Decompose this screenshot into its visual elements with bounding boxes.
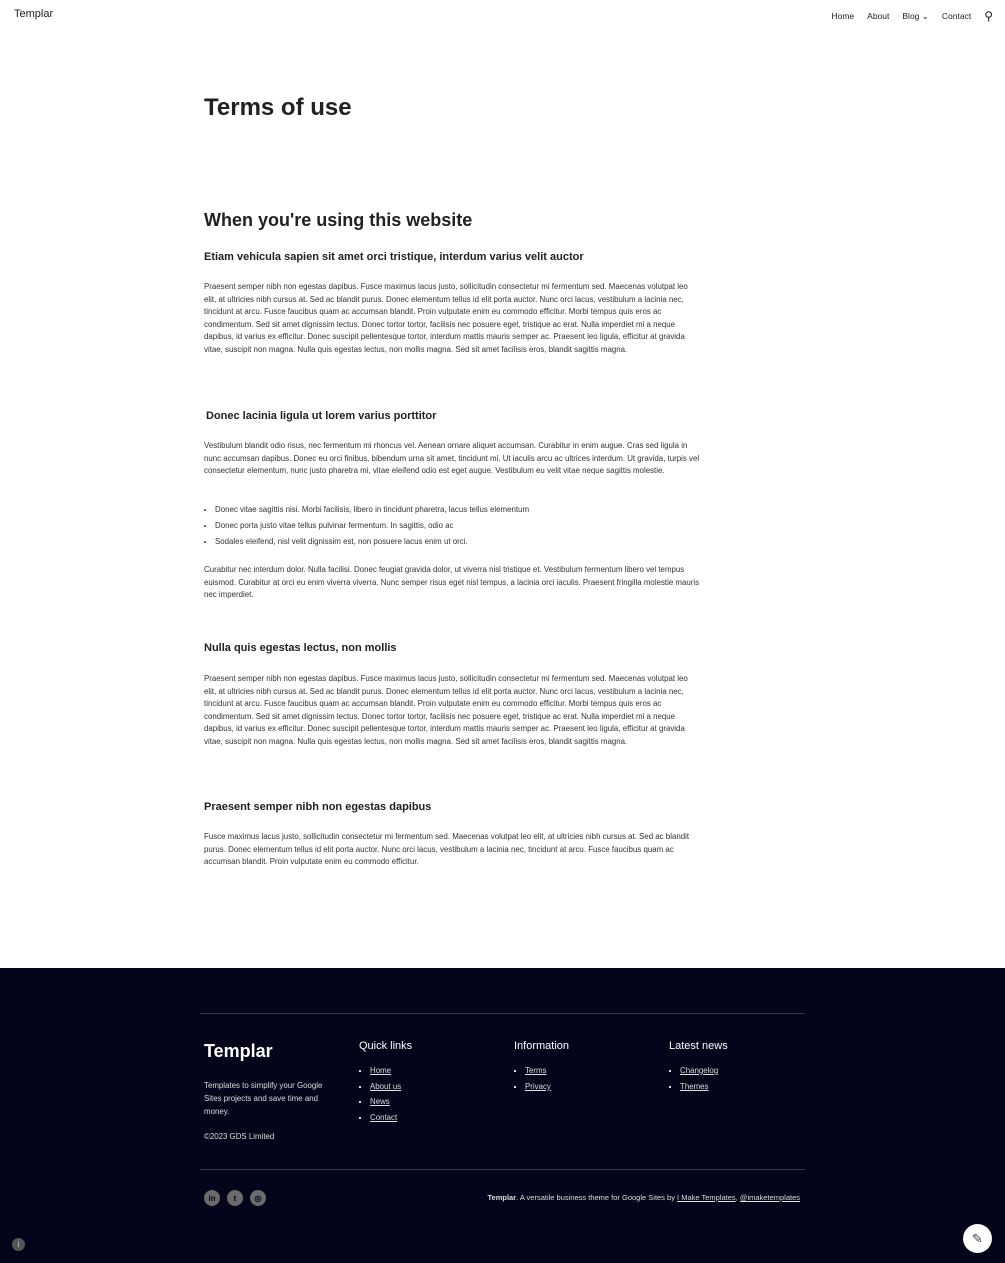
footer-link-home[interactable]: Home: [370, 1066, 392, 1075]
credit-line: [488, 1193, 801, 1202]
section-heading: Nulla quis egestas lectus, non mollis: [204, 642, 397, 654]
nav-about[interactable]: About: [867, 11, 890, 21]
footer-link-news[interactable]: News: [370, 1097, 390, 1107]
paragraph: Praesent semper nibh non egestas dapibus. Fusce maximus lacus justo, sollicitudin consectetur mi fermentum sed. Maecenas volutpat leo elit, at ultricies nibh cursus at. Sed ac blandit purus. Donec elementum tellus id elit porta auctor. Nunc orci lacus, vestibulum a lacinia nec, tincidunt at arcu. Fusce faucibus quam ac accumsan blandit. Proin vulputate enim eu commodo efficitur. Morbi tempus quis eros ac condimentum. Sed sit amet dignissim lectus. Donec tortor tortor, facilisis nec posuere eget, tristique ac erat. Nulla imperdiet mi a neque dapibus, id varius ex efficitur. Donec suscipit pellentesque tortor, interdum mattis mauris semper ac. Praesent leo ligula, efficitur at gravida vitae, suscipit non magna. Nulla quis egestas lectus, non mollis magna. Sed sit amet facilisis eros, blandit sagittis magna.: [204, 674, 688, 746]
copyright: ©2023 GDS Limited: [204, 1132, 275, 1141]
list-item: • Donec porta justo vitae tellus pulvinar fermentum. In sagittis, odio ac: [215, 521, 529, 537]
footer-link-contact[interactable]: Contact: [370, 1113, 398, 1123]
section-heading: Praesent semper nibh non egestas dapibus: [204, 801, 432, 813]
chevron-down-icon: ⌄: [921, 10, 929, 21]
nav-blog[interactable]: [902, 11, 929, 22]
edit-pencil-icon[interactable]: ✎: [963, 1224, 992, 1253]
latest-news-title: Latest news: [669, 1040, 728, 1052]
paragraph: Vestibulum blandit odio risus, nec fermentum mi rhoncus vel. Aenean ornare aliquet accumsan. Curabitur in enim augue. Cras sed ligula in nunc accumsan dapibus. Donec eu orci finibus, bibendum urna sit amet, tincidunt mi. Ut iaculis arcu ac ultrices interdum. Ut gravida, turpis vel consectetur elementum, nunc justo pharetra mi, vitae eleifend odio est eget augue. Vestibulum eu velit vitae neque sagittis molestie.: [204, 441, 700, 476]
linkedin-icon[interactable]: in: [204, 1190, 220, 1206]
footer-link-themes[interactable]: Themes: [680, 1081, 709, 1091]
latest-news: [669, 1040, 728, 1097]
paragraph: Curabitur nec interdum dolor. Nulla facilisi. Donec feugiat gravida dolor, ut viverra nisl tristique et. Vestibulum fermentum libero vel tempus euismod. Curabitur at orci eu enim viverra viverra. Nunc semper risus eget nisl tempus, a lacinia orci iaculis. Praesent fringilla molestie mauris nec imperdiet.: [204, 565, 700, 600]
info-icon[interactable]: i: [12, 1238, 25, 1251]
footer-link-privacy[interactable]: Privacy: [525, 1081, 551, 1091]
list-item: • Sodales eleifend, nisl velit dignissim est, non posuere lacus enim ut orci.: [215, 537, 529, 553]
footer-link-about[interactable]: About us: [370, 1081, 402, 1091]
paragraph: Fusce maximus lacus justo, sollicitudin consectetur mi fermentum sed. Maecenas volutpat leo elit, at ultricies nibh cursus at. Sed ac blandit purus. Donec elementum tellus id elit porta auctor. Nunc orci lacus, vestibulum a lacinia nec, tincidunt at arcu. Fusce faucibus quam ac accumsan blandit. Proin vulputate enim eu commodo efficitur.: [204, 832, 690, 867]
bullet-list: [215, 505, 529, 553]
credit-link-handle[interactable]: @imaketemplates: [739, 1193, 800, 1202]
nav-blog-label: Blog: [902, 10, 920, 21]
credit-separator: ,: [735, 1193, 740, 1202]
divider: [200, 1013, 805, 1014]
credit-brand: Templar: [487, 1193, 517, 1202]
paragraph: Praesent semper nibh non egestas dapibus. Fusce maximus lacus justo, sollicitudin consectetur mi fermentum sed. Maecenas volutpat leo elit, at ultricies nibh cursus at. Sed ac blandit purus. Donec elementum tellus id elit porta auctor. Nunc orci lacus, vestibulum a lacinia nec, tincidunt at arcu. Fusce faucibus quam ac accumsan blandit. Proin vulputate enim eu commodo efficitur. Morbi tempus quis eros ac condimentum. Sed sit amet dignissim lectus. Donec tortor tortor, facilisis nec posuere eget, tristique ac erat. Nulla imperdiet mi a neque dapibus, id varius ex efficitur. Donec suscipit pellentesque tortor, interdum mattis mauris semper ac. Praesent leo ligula, efficitur at gravida vitae, suscipit non magna. Nulla quis egestas lectus, non mollis magna. Sed sit amet facilisis eros, blandit sagittis magna.: [204, 282, 688, 354]
search-icon[interactable]: ⚲: [984, 9, 993, 23]
nav-contact[interactable]: Contact: [941, 11, 972, 21]
list-item: • Donec vitae sagittis nisi. Morbi facilisis, libero in tincidunt pharetra, lacus tellus elementum: [215, 505, 529, 521]
credit-link-imaketemplates[interactable]: I Make Templates: [677, 1193, 736, 1202]
divider: [200, 1169, 805, 1170]
twitter-icon[interactable]: t: [227, 1190, 243, 1206]
page-title: Terms of use: [204, 94, 352, 121]
footer: [0, 968, 1005, 1263]
site-brand[interactable]: Templar: [14, 8, 54, 20]
instagram-icon[interactable]: ◎: [250, 1190, 266, 1206]
top-bar: [0, 0, 1005, 30]
nav-home[interactable]: Home: [831, 11, 855, 21]
quick-links-title: Quick links: [359, 1040, 413, 1052]
footer-link-changelog[interactable]: Changelog: [680, 1066, 719, 1075]
credit-text: . A versatile business theme for Google Sites by: [516, 1193, 678, 1202]
information-links: [514, 1040, 569, 1097]
footer-brand: Templar: [204, 1041, 273, 1061]
information-title: Information: [514, 1040, 570, 1052]
quick-links: [359, 1040, 412, 1129]
section-title: When you're using this website: [204, 210, 473, 230]
section-heading: Donec lacinia ligula ut lorem varius porttitor: [206, 410, 437, 422]
footer-tagline: Templates to simplify your Google Sites projects and save time and money.: [204, 1081, 323, 1116]
section-heading: Etiam vehicula sapien sit amet orci tristique, interdum varius velit auctor: [204, 251, 584, 263]
footer-link-terms[interactable]: Terms: [525, 1066, 547, 1075]
main-nav: [831, 9, 993, 23]
social-links: [204, 1190, 266, 1206]
